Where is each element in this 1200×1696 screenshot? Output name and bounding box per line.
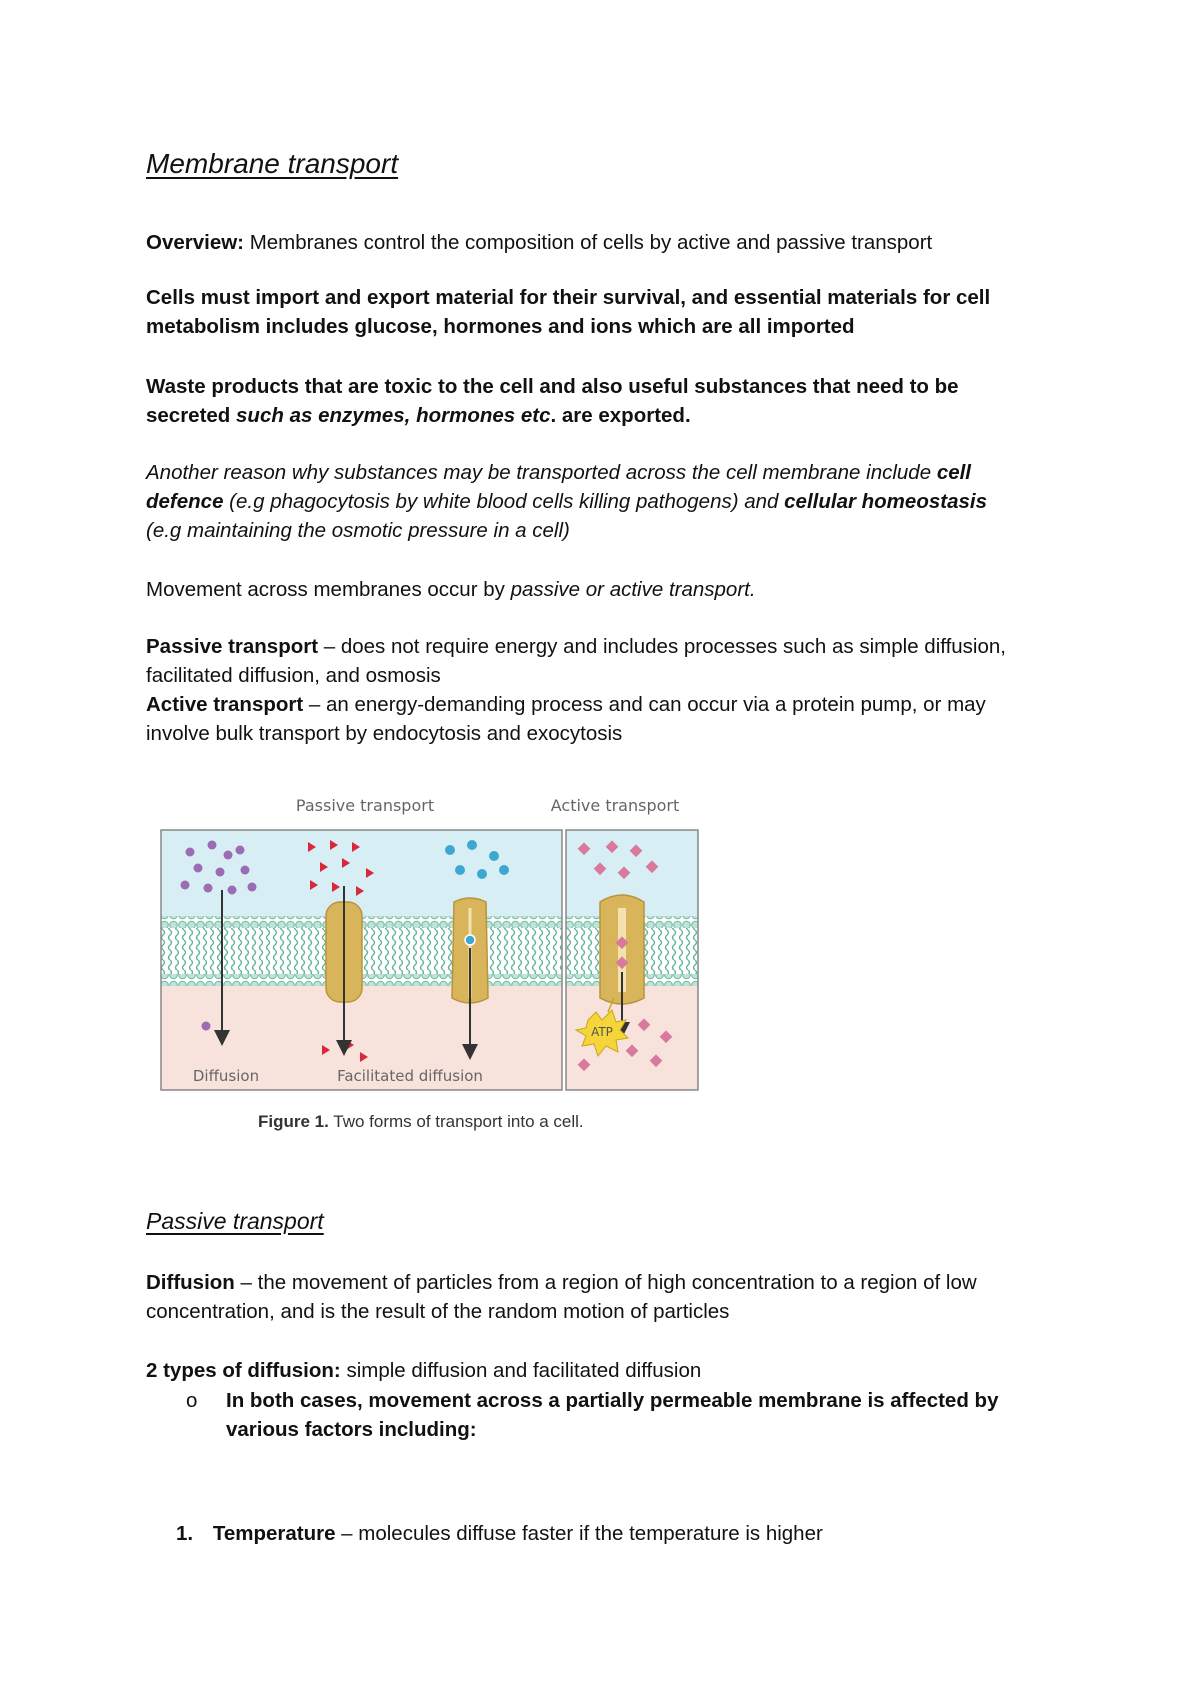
label-diffusion: Diffusion bbox=[192, 1067, 260, 1085]
reason-line-2c: cellular homeostasis bbox=[784, 490, 987, 513]
label-facilitated-diffusion: Facilitated diffusion bbox=[337, 1067, 483, 1085]
import-line-1: Cells must import and export material for their survival, and essential materials for cell bbox=[146, 286, 991, 309]
factor-label: Temperature bbox=[212, 1522, 336, 1545]
waste-paragraph bbox=[146, 372, 959, 430]
overview-paragraph bbox=[146, 228, 932, 257]
transport-diagram bbox=[160, 790, 700, 1100]
factor-text: – molecules diffuse faster if the temperature is higher bbox=[335, 1522, 823, 1545]
diffusion-paragraph bbox=[146, 1268, 977, 1326]
label-passive-transport: Passive transport bbox=[295, 796, 435, 815]
bullet-marker: o bbox=[186, 1389, 198, 1412]
bullet-line-2: various factors including: bbox=[226, 1418, 477, 1441]
overview-label: Overview: bbox=[146, 231, 244, 254]
movement-paragraph bbox=[146, 575, 756, 604]
types-label: 2 types of diffusion: bbox=[146, 1359, 341, 1382]
reason-line-2b: (e.g phagocytosis by white blood cells killing pathogens) and bbox=[223, 490, 785, 513]
figure-caption bbox=[258, 1112, 584, 1132]
overview-text: Membranes control the composition of cells by active and passive transport bbox=[244, 231, 933, 254]
factor-item-1 bbox=[176, 1519, 823, 1548]
reason-line-2a: defence bbox=[146, 490, 224, 513]
active-line-2: involve bulk transport by endocytosis and exocytosis bbox=[146, 722, 623, 745]
import-line-2: metabolism includes glucose, hormones and ions which are all imported bbox=[146, 315, 855, 338]
reason-line-1b: cell bbox=[936, 461, 972, 484]
waste-line-2b: such as enzymes, hormones etc bbox=[236, 404, 551, 427]
passive-label: Passive transport bbox=[146, 635, 319, 658]
caption-bold: Figure 1. bbox=[258, 1112, 329, 1131]
label-active-transport: Active transport bbox=[550, 796, 680, 815]
reason-paragraph bbox=[146, 458, 987, 545]
import-paragraph bbox=[146, 283, 990, 341]
reason-line-3: (e.g maintaining the osmotic pressure in a cell) bbox=[146, 519, 570, 542]
movement-italic: passive or active transport. bbox=[510, 578, 756, 601]
waste-line-1: Waste products that are toxic to the cell and also useful substances that need to be bbox=[146, 375, 959, 398]
factor-number: 1. bbox=[176, 1522, 194, 1545]
waste-line-2a: secreted bbox=[146, 404, 237, 427]
transport-figure bbox=[160, 790, 700, 1100]
diffusion-line-1: – the movement of particles from a region of high concentration to a region of low bbox=[234, 1271, 977, 1294]
reason-line-1a: Another reason why substances may be transported across the cell membrane include bbox=[146, 461, 937, 484]
diffusion-label: Diffusion bbox=[146, 1271, 235, 1294]
active-line-1: – an energy-demanding process and can occur via a protein pump, or may bbox=[303, 693, 986, 716]
page-title: Membrane transport bbox=[146, 148, 399, 179]
passive-line-2: facilitated diffusion, and osmosis bbox=[146, 664, 441, 687]
movement-text: Movement across membranes occur by bbox=[146, 578, 511, 601]
passive-line-1: – does not require energy and includes processes such as simple diffusion, bbox=[318, 635, 1006, 658]
atp-label: ATP bbox=[591, 1025, 613, 1039]
waste-line-2c: . are exported. bbox=[550, 404, 691, 427]
types-text: simple diffusion and facilitated diffusion bbox=[340, 1359, 702, 1382]
transport-definitions bbox=[146, 632, 1006, 748]
types-paragraph bbox=[146, 1356, 701, 1385]
bullet-line-1: In both cases, movement across a partially permeable membrane is affected by bbox=[226, 1389, 999, 1412]
bullet-item bbox=[186, 1386, 998, 1444]
active-label: Active transport bbox=[146, 693, 304, 716]
section-heading-passive: Passive transport bbox=[146, 1208, 324, 1234]
caption-text: Two forms of transport into a cell. bbox=[328, 1112, 584, 1131]
diffusion-line-2: concentration, and is the result of the random motion of particles bbox=[146, 1300, 730, 1323]
